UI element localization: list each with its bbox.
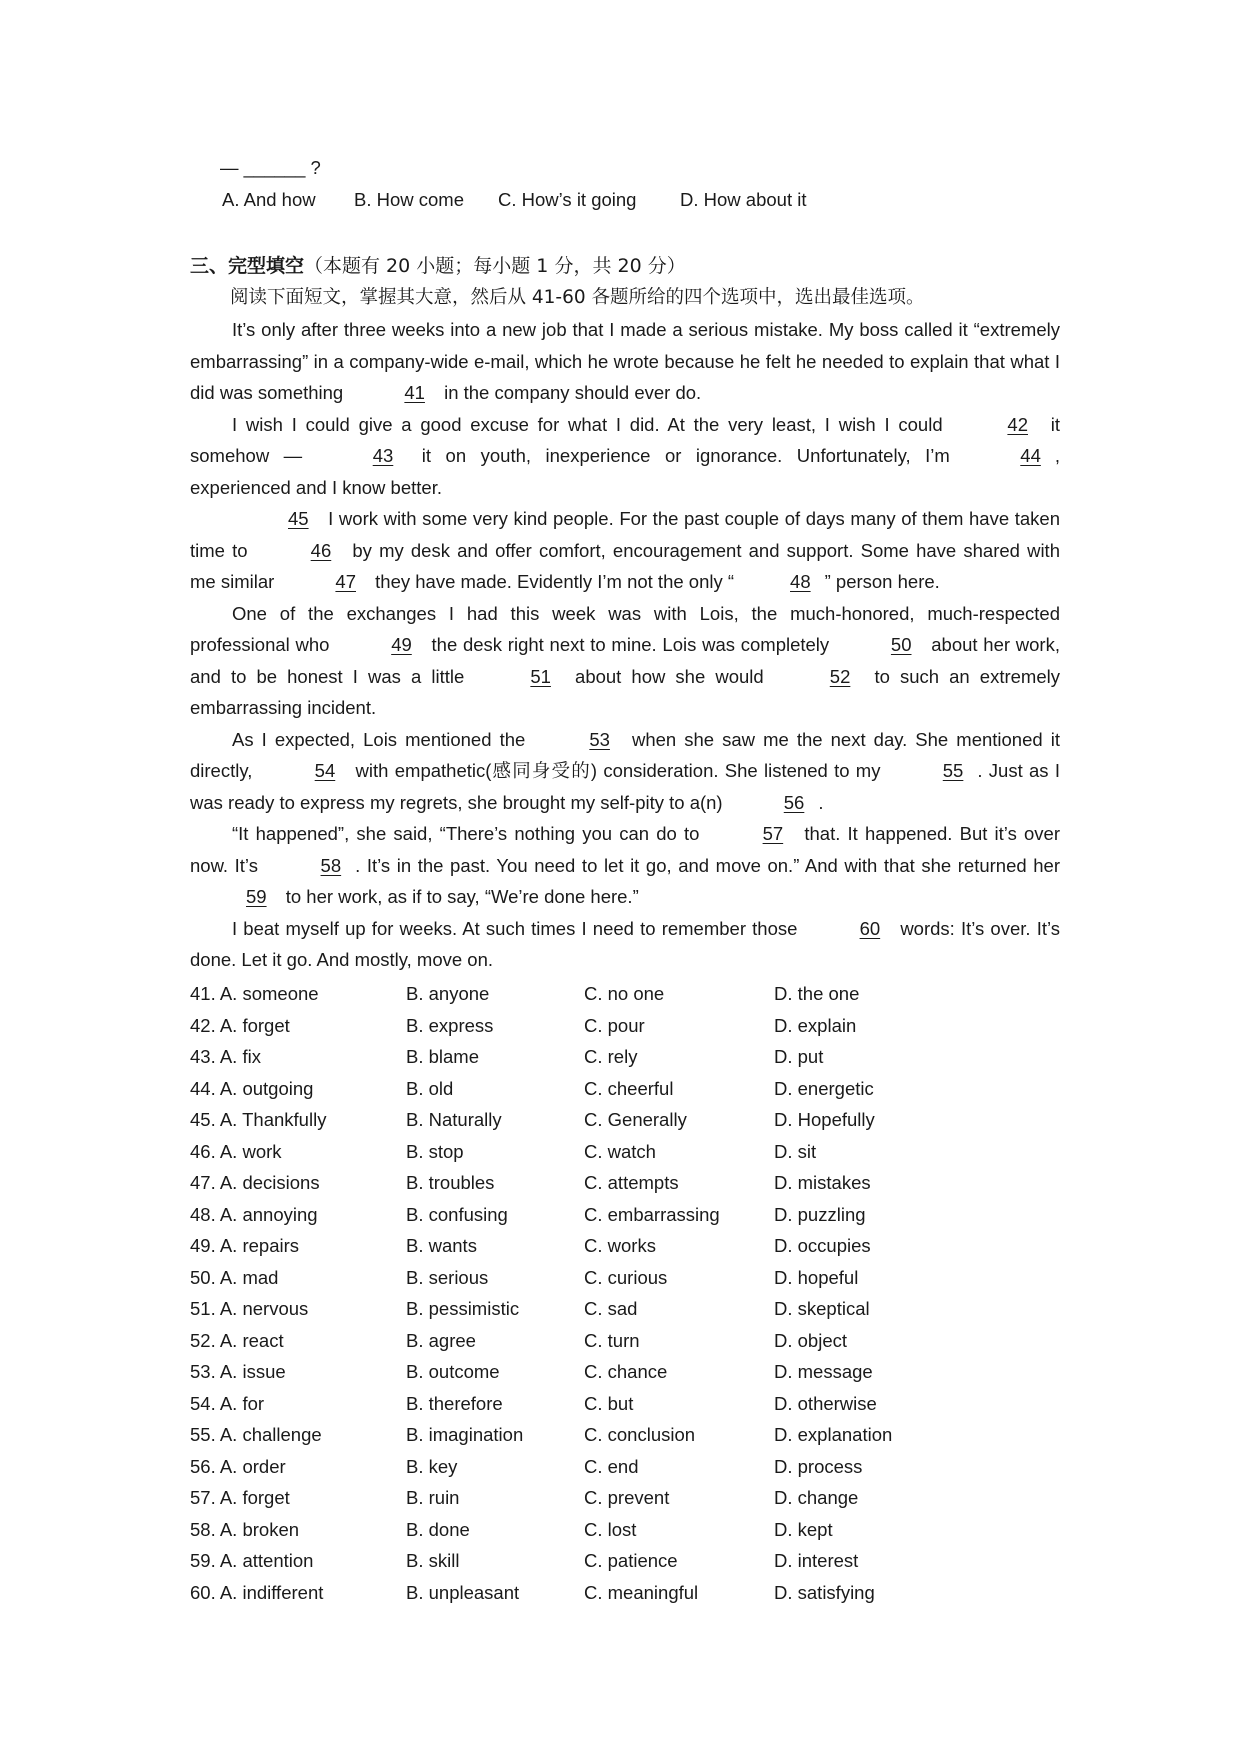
option-b: B. troubles xyxy=(406,1172,495,1193)
option-a: 60. A. indifferent xyxy=(190,1581,324,1603)
option-b: B. express xyxy=(406,1014,494,1036)
blank-48: 48 xyxy=(790,571,811,592)
option-row xyxy=(190,1388,1060,1420)
blank-49: 49 xyxy=(391,634,412,655)
option-row xyxy=(190,1325,1060,1357)
option-a: 45. A. Thankfully xyxy=(190,1109,327,1130)
option-row xyxy=(190,1041,1060,1073)
option-c: C. meaningful xyxy=(584,1581,699,1603)
option-c: C. rely xyxy=(584,1046,638,1067)
option-d: D. occupies xyxy=(774,1235,871,1256)
top-option-d: D. How about it xyxy=(680,189,807,210)
option-b: B. ruin xyxy=(406,1487,460,1508)
option-row xyxy=(190,1199,1060,1231)
option-b: B. blame xyxy=(406,1046,480,1067)
option-a: 50. A. mad xyxy=(190,1266,279,1288)
option-b: B. wants xyxy=(406,1235,477,1256)
option-c: C. prevent xyxy=(584,1487,670,1508)
option-b: B. pessimistic xyxy=(406,1298,520,1319)
option-a: 43. A. fix xyxy=(190,1046,261,1067)
option-d: D. kept xyxy=(774,1518,833,1540)
option-c: C. cheerful xyxy=(584,1077,674,1099)
passage-paragraph: One of the exchanges I had this week was with Lois, the much-honored, much-respected professional who 49 the desk right next to mine. Lois was completely 50 about her work, and to be honest I was a little 51 about how she would 52 to such an extremely embarrassing incident. xyxy=(190,602,1060,718)
option-a: 47. A. decisions xyxy=(190,1172,320,1193)
option-d: D. puzzling xyxy=(774,1203,866,1225)
option-row xyxy=(190,1482,1060,1514)
option-b: B. therefore xyxy=(406,1392,503,1414)
option-c: C. Generally xyxy=(584,1109,687,1130)
section-instruction: 阅读下面短文，掌握其大意，然后从 41-60 各题所给的四个选项中，选出最佳选项。 xyxy=(230,287,925,308)
blank-56: 56 xyxy=(783,791,805,813)
option-d: D. hopeful xyxy=(774,1266,859,1288)
option-a: 59. A. attention xyxy=(190,1550,314,1571)
option-a: 42. A. forget xyxy=(190,1014,290,1036)
option-row xyxy=(190,1104,1060,1136)
blank-46: 46 xyxy=(310,539,332,561)
option-a: 57. A. forget xyxy=(190,1487,290,1508)
option-d: D. put xyxy=(774,1046,824,1067)
option-b: B. agree xyxy=(406,1329,476,1351)
option-d: D. interest xyxy=(774,1550,859,1571)
cloze-passage xyxy=(190,314,1060,976)
option-row xyxy=(190,1073,1060,1105)
option-c: C. turn xyxy=(584,1329,640,1351)
option-c: C. sad xyxy=(584,1298,638,1319)
section-title-bold: 三、完型填空 xyxy=(190,255,305,277)
passage-paragraph: 45 I work with some very kind people. For the past couple of days many of them have taken time to 46 by my desk and offer comfort, encouragement and support. Some have shared with me similar 47 they have made. Evidently I’m not the only “ 48 ” person here. xyxy=(190,503,1060,598)
option-row xyxy=(190,1167,1060,1199)
top-question-prompt: — ______ ? xyxy=(220,157,321,178)
option-b: B. stop xyxy=(406,1140,464,1162)
blank-47: 47 xyxy=(335,571,356,592)
option-b: B. done xyxy=(406,1518,470,1540)
option-row xyxy=(190,1010,1060,1042)
option-c: C. watch xyxy=(584,1140,656,1162)
passage-paragraph: “It happened”, she said, “There’s nothing you can do to 57 that. It happened. But it’s over now. It’s 58 . It’s in the past. You need to let it go, and move on.” And with that she returned her 59 to her work, as if to say, “We’re done here.” xyxy=(190,818,1060,913)
option-d: D. process xyxy=(774,1455,863,1477)
option-c: C. but xyxy=(584,1392,634,1414)
top-option-a: A. And how xyxy=(222,189,316,210)
option-b: B. old xyxy=(406,1077,454,1099)
option-a: 56. A. order xyxy=(190,1455,286,1477)
option-a: 51. A. nervous xyxy=(190,1298,309,1319)
option-b: B. outcome xyxy=(406,1361,500,1382)
option-d: D. satisfying xyxy=(774,1581,875,1603)
blank-58: 58 xyxy=(320,854,342,876)
blank-52: 52 xyxy=(829,665,851,687)
top-option-c: C. How’s it going xyxy=(498,189,637,210)
option-b: B. anyone xyxy=(406,983,490,1004)
option-d: D. message xyxy=(774,1361,873,1382)
blank-43: 43 xyxy=(372,445,394,466)
option-c: C. works xyxy=(584,1235,656,1256)
option-c: C. end xyxy=(584,1455,639,1477)
option-a: 49. A. repairs xyxy=(190,1235,300,1256)
option-d: D. object xyxy=(774,1329,848,1351)
option-a: 55. A. challenge xyxy=(190,1424,322,1445)
option-c: C. pour xyxy=(584,1014,645,1036)
option-d: D. the one xyxy=(774,983,860,1004)
option-a: 44. A. outgoing xyxy=(190,1077,314,1099)
option-row xyxy=(190,1577,1060,1609)
blank-42: 42 xyxy=(1007,413,1028,435)
option-b: B. Naturally xyxy=(406,1109,502,1130)
blank-60: 60 xyxy=(859,917,881,939)
passage-paragraph: It’s only after three weeks into a new job that I made a serious mistake. My boss called it “extremely embarrassing” in a company-wide e-mail, which he wrote because he felt he needed to explain that what I did was something 41 in the company should ever do. xyxy=(190,314,1060,409)
option-row xyxy=(190,1514,1060,1546)
option-row xyxy=(190,1230,1060,1262)
blank-50: 50 xyxy=(890,634,912,655)
option-c: C. attempts xyxy=(584,1172,679,1193)
passage-paragraph: I beat myself up for weeks. At such times I need to remember those 60 words: It’s over. It’s done. Let it go. And mostly, move on. xyxy=(190,913,1060,976)
option-c: C. curious xyxy=(584,1266,668,1288)
option-d: D. skeptical xyxy=(774,1298,870,1319)
option-a: 52. A. react xyxy=(190,1329,284,1351)
option-row xyxy=(190,1262,1060,1294)
option-b: B. skill xyxy=(406,1550,460,1571)
blank-44: 44 xyxy=(1020,445,1041,466)
option-d: D. sit xyxy=(774,1140,817,1162)
option-b: B. unpleasant xyxy=(406,1581,520,1603)
blank-53: 53 xyxy=(589,728,610,750)
option-c: C. patience xyxy=(584,1550,678,1571)
option-c: C. conclusion xyxy=(584,1424,696,1445)
option-c: C. embarrassing xyxy=(584,1203,720,1225)
option-b: B. imagination xyxy=(406,1424,524,1445)
option-a: 41. A. someone xyxy=(190,983,319,1004)
passage-paragraph: I wish I could give a good excuse for what I did. At the very least, I wish I could 42 it somehow — 43 it on youth, inexperience or ignorance. Unfortunately, I’m 44 , experienced and I know better. xyxy=(190,409,1060,504)
option-c: C. chance xyxy=(584,1361,668,1382)
option-c: C. lost xyxy=(584,1518,637,1540)
option-row xyxy=(190,1293,1060,1325)
blank-54: 54 xyxy=(314,760,336,781)
option-d: D. explanation xyxy=(774,1424,893,1445)
option-row xyxy=(190,1451,1060,1483)
option-d: D. otherwise xyxy=(774,1392,877,1414)
option-d: D. Hopefully xyxy=(774,1109,875,1130)
option-row xyxy=(190,1356,1060,1388)
option-a: 48. A. annoying xyxy=(190,1203,318,1225)
blank-57: 57 xyxy=(762,823,784,844)
blank-45: 45 xyxy=(288,508,309,529)
section-title-rest: （本题有 20 小题；每小题 1 分，共 20 分） xyxy=(304,255,686,277)
option-d: D. mistakes xyxy=(774,1172,871,1193)
blank-41: 41 xyxy=(404,382,425,403)
option-c: C. no one xyxy=(584,983,665,1004)
option-a: 58. A. broken xyxy=(190,1518,300,1540)
option-row xyxy=(190,978,1060,1010)
option-d: D. energetic xyxy=(774,1077,874,1099)
option-d: D. explain xyxy=(774,1014,857,1036)
passage-paragraph: As I expected, Lois mentioned the 53 when she saw me the next day. She mentioned it directly, 54 with empathetic(感同身受的) consideration. She listened to my 55 . Just as I was ready to express my regrets, she brought my self-pity to a(n) 56 . xyxy=(190,724,1060,819)
option-a: 53. A. issue xyxy=(190,1361,286,1382)
blank-51: 51 xyxy=(530,665,551,687)
option-b: B. key xyxy=(406,1455,458,1477)
option-d: D. change xyxy=(774,1487,859,1508)
blank-55: 55 xyxy=(942,760,964,781)
option-b: B. serious xyxy=(406,1266,489,1288)
option-row xyxy=(190,1545,1060,1577)
option-row xyxy=(190,1136,1060,1168)
option-a: 54. A. for xyxy=(190,1392,265,1414)
top-option-b: B. How come xyxy=(354,189,465,210)
section-title xyxy=(190,250,686,282)
option-row xyxy=(190,1419,1060,1451)
option-a: 46. A. work xyxy=(190,1140,282,1162)
blank-59: 59 xyxy=(246,886,267,907)
answer-options xyxy=(190,978,1060,1608)
option-b: B. confusing xyxy=(406,1203,508,1225)
top-question-options xyxy=(222,184,1062,216)
